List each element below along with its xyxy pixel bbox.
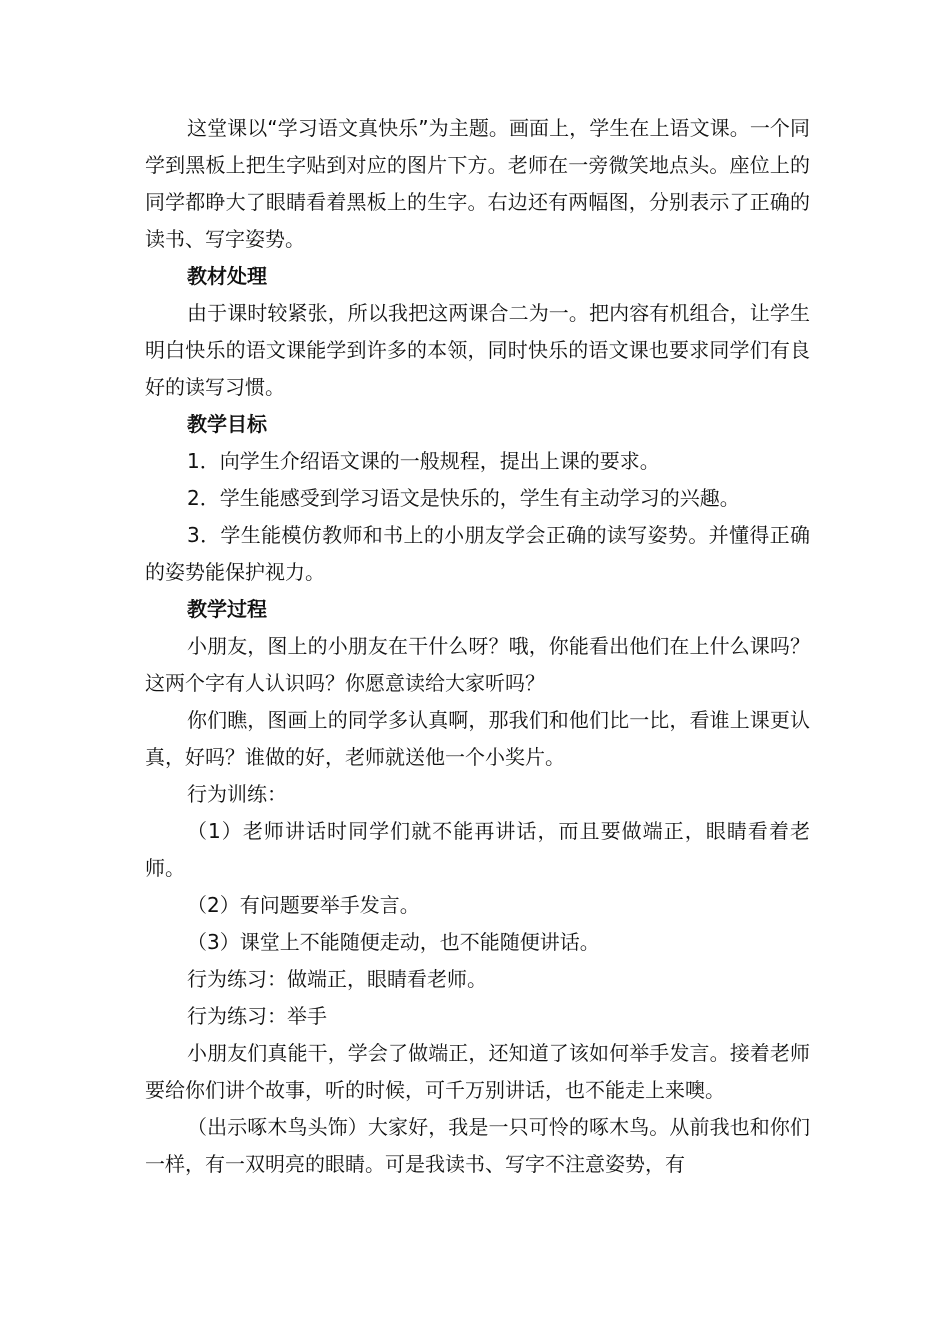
intro-paragraph: 这堂课以“学习语文真快乐”为主题。画面上，学生在上语文课。一个同学到黑板上把生字贴到对应的图片下方。老师在一旁微笑地点头。座位上的同学都睁大了眼睛看着黑板上的生字。右边还有两幅图，分别表示了正确的读书、写字姿势。 — [145, 116, 810, 251]
process-paragraph-1: 小朋友，图上的小朋友在干什么呀？哦，你能看出他们在上什么课吗？这两个字有人认识吗？你愿意读给大家听吗？ — [145, 634, 810, 695]
materials-paragraph: 由于课时较紧张，所以我把这两课合二为一。把内容有机组合，让学生明白快乐的语文课能学到许多的本领，同时快乐的语文课也要求同学们有良好的读写习惯。 — [145, 301, 810, 399]
woodpecker-paragraph: （出示啄木鸟头饰）大家好，我是一只可怜的啄木鸟。从前我也和你们一样，有一双明亮的眼睛。可是我读书、写字不注意姿势，有 — [145, 1115, 810, 1176]
training-item-1: （1）老师讲话时同学们就不能再讲话，而且要做端正，眼睛看着老师。 — [145, 819, 810, 880]
training-item-2: （2）有问题要举手发言。 — [187, 893, 420, 917]
heading-process: 教学过程 — [187, 597, 267, 621]
practice-line-1: 行为练习：做端正，眼睛看老师。 — [187, 967, 487, 991]
behavior-training-label: 行为训练： — [187, 782, 287, 806]
objective-item-2: 2．学生能感受到学习语文是快乐的，学生有主动学习的兴趣。 — [187, 486, 740, 510]
heading-objectives: 教学目标 — [187, 412, 267, 436]
objective-item-3: 3．学生能模仿教师和书上的小朋友学会正确的读写姿势。并懂得正确的姿势能保护视力。 — [145, 523, 810, 584]
practice-line-2: 行为练习：举手 — [187, 1004, 327, 1028]
process-paragraph-2: 你们瞧，图画上的同学多认真啊，那我们和他们比一比，看谁上课更认真，好吗？谁做的好，老师就送他一个小奖片。 — [145, 708, 810, 769]
document-page — [145, 110, 810, 1183]
story-intro-paragraph: 小朋友们真能干，学会了做端正，还知道了该如何举手发言。接着老师要给你们讲个故事，听的时候，可千万别讲话，也不能走上来噢。 — [145, 1041, 810, 1102]
heading-materials: 教材处理 — [187, 264, 267, 288]
training-item-3: （3）课堂上不能随便走动，也不能随便讲话。 — [187, 930, 600, 954]
objective-item-1: 1．向学生介绍语文课的一般规程，提出上课的要求。 — [187, 449, 660, 473]
